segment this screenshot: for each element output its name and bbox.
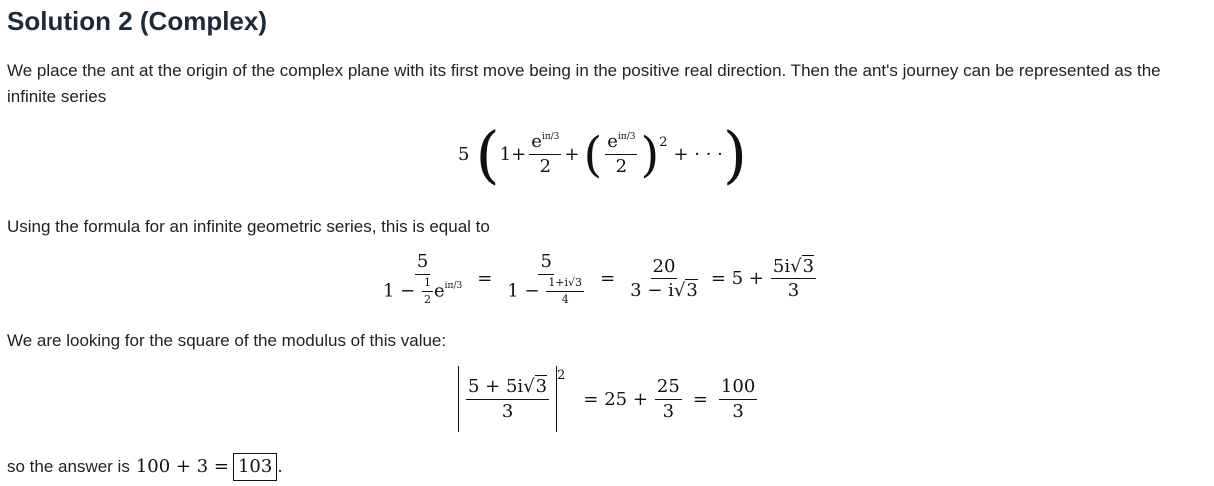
denominator-3: 3 [501,400,514,422]
equals-sign: = [692,388,708,410]
right-paren: ) [640,126,660,183]
numerator-5: 5 [538,252,553,275]
denominator-2: 2 [615,156,628,177]
half-den: 2 [424,292,431,306]
den-one-minus: 1 − [383,280,416,302]
series-equation [458,118,747,191]
exponent-i-pi-3: iπ/3 [617,132,636,143]
absolute-value [458,366,557,432]
left-paren-big: ( [475,118,500,191]
sqrt-3: 3 [802,255,815,277]
fraction-e-over-2-squared [605,132,637,177]
answer-period: . [277,457,283,477]
numerator-25: 25 [655,377,682,400]
geometric-sum-equation [378,252,819,306]
fraction-modulus: $\frac{5 + 5i√3}{3}$ [468,375,548,422]
paragraph-formula: Using the formula for an infinite geometric series, this is equal to [7,217,490,236]
fraction-100-3 [719,377,757,422]
fraction-third: $\frac{20}{3 - i√3}$ [630,255,698,302]
fraction-first [381,252,464,306]
exponent-i-pi-3: iπ/3 [444,281,463,292]
fraction-e-over-2 [529,132,561,177]
plus-sign: + [564,144,580,165]
half-fraction [422,277,433,306]
paragraph-answer [7,453,283,481]
denominator-3: 3 [787,280,800,302]
equals-sign: = [600,268,616,290]
e-symbol: e [434,280,445,302]
inner-den: 4 [561,292,569,306]
paragraph-intro: We place the ant at the origin of the complex plane with its first move being in the positive real direction. Then the ant's journey can be represented as the infinite series [7,61,1161,106]
fraction-result: $\frac{5i√3}{3}$ [772,255,815,302]
equals-5-plus: = 5 + [710,268,764,290]
exponent-i-pi-3: iπ/3 [541,132,560,143]
square-exponent: 2 [557,367,566,383]
num-5-plus-5i: 5 + 5i [468,375,524,397]
fraction-second [505,252,587,306]
numerator-100: 100 [719,377,757,400]
inner-num: 1+i√3 [546,277,584,292]
answer-expression: 100 + 3 = [135,456,229,477]
equals-sign: = [477,268,493,290]
den-3-minus-i: 3 − i [630,280,674,302]
left-paren: ( [583,126,603,183]
numerator-5: 5 [415,252,430,275]
series-coefficient: 5 [458,144,470,165]
paragraph-modulus: We are looking for the square of the modulus of this value: [7,331,447,350]
fraction-25-3 [655,377,682,422]
modulus-equation [458,366,760,432]
answer-box: 103 [233,453,277,481]
sqrt-3: 3 [535,375,548,397]
half-num: 1 [422,277,433,292]
numerator-20: 20 [651,257,678,280]
sqrt-3: 3 [686,280,698,302]
square-exponent: 2 [659,135,668,150]
equals-25-plus: = 25 + [583,388,648,410]
denominator-3: 3 [662,400,675,422]
denominator-2: 2 [539,156,552,177]
e-symbol: e [607,131,618,153]
inner-fraction [546,277,584,306]
page-title: Solution 2 (Complex) [7,6,267,36]
num-5i: 5i [772,255,791,277]
answer-prefix: so the answer is [7,457,130,476]
e-symbol: e [531,131,542,153]
ellipsis: + · · · [673,144,723,165]
den-one-minus: 1 − [507,280,540,302]
denominator-3: 3 [732,400,744,422]
right-paren-big: ) [722,118,748,191]
term-one-plus: 1+ [499,144,527,165]
